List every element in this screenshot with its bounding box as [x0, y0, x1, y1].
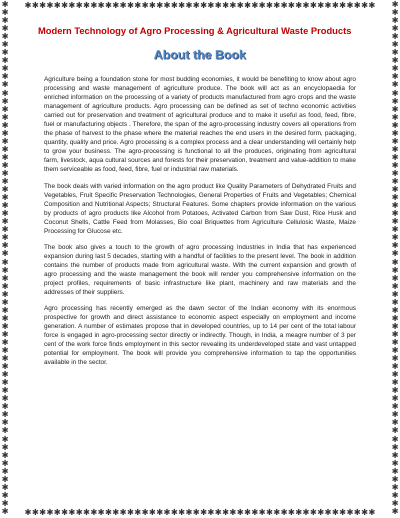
star-border-left: ✱✱✱✱✱✱✱✱✱✱✱✱✱✱✱✱✱✱✱✱✱✱✱✱✱✱✱✱✱✱✱✱✱✱✱✱✱✱✱✱✱✱✱✱✱✱✱✱✱✱✱✱✱✱✱✱✱✱✱✱✱✱✱✱	[1, 0, 9, 516]
star-border-bottom: ✱✱✱✱✱✱✱✱✱✱✱✱✱✱✱✱✱✱✱✱✱✱✱✱✱✱✱✱✱✱✱✱✱✱✱✱✱✱✱✱✱✱✱✱✱✱✱✱	[24, 507, 376, 517]
paragraph-growth: The book also gives a touch to the growth of agro processing Industries in India that has experienced expansion during last 5 decades, starting with a handful of facilities to the present level. The book in addition contains the number of products made from agricultural waste. With the current expansion and growth of agro processing and the waste management the book will render you comprehensive information on the project profiles, requirements of basic infrastructure like plant, machinery and raw materials and the addresses of their suppliers.	[44, 243, 356, 297]
paragraph-contents: The book deals with varied information on the agro product like Quality Parameters of Dehydrated Fruits and Vegetables, Fruit Specific Preservation Technologies, General Properties of Fruits and Vegetables; Chemical Composition and Nutritional Aspects; Structural Features. Some chapters provide information on the various by products of agro products like Alcohol from Potatoes, Activated Carbon from Saw Dust, Rice Husk and Coconut Shells, Cattle Feed from Molasses, Bio coal Briquettes from Agriculture Cellulosic Waste, Maize Processing for Glucose etc.	[44, 182, 356, 235]
page-content	[38, 24, 356, 374]
paragraph-employment: Agro processing has recently emerged as the dawn sector of the Indian economy with its enormous prospective for growth and direct assistance to economic aspect especially on employment and income generation. A number of estimates propose that in developed countries, up to 14 per cent of the total labour force is engaged in agro-processing sector directly or indirectly. Though, in India, a meagre number of 3 per cent of the work force finds employment in this sector revealing its underdeveloped state and vast untapped potential for employment. The book will provide you comprehensive information to tap the opportunities available in the sector.	[44, 305, 356, 367]
section-heading: About the Book	[153, 48, 247, 62]
document-title: Modern Technology of Agro Processing & Agricultural Waste Products	[38, 26, 352, 36]
star-border-right: ✱✱✱✱✱✱✱✱✱✱✱✱✱✱✱✱✱✱✱✱✱✱✱✱✱✱✱✱✱✱✱✱✱✱✱✱✱✱✱✱✱✱✱✱✱✱✱✱✱✱✱✱✱✱✱✱✱✱✱✱✱✱✱✱	[391, 0, 399, 516]
paragraph-intro: Agriculture being a foundation stone for most budding economies, it would be benefiting to know about agro processing and waste management of agriculture produce. The book will act as an encyclopaedia for enriched information on the processing of a variety of products manufactured from agro crops and the waste management of agriculture products. Agro processing can be defined as set of techno economic activities carried out for preservation and treatment of agricultural produce and to make it useful as food, feed, fibre, fuel or manufacturing objects . Therefore, the span of the agro-processing industry covers all operations from the phase of harvest to the phase where the material reaches the end users in the desired form, packaging, quantity, quality and price. Agro processing is a complex process and a clear understanding will certainly help to grow your business. The agro-processing is functional to all the produces, originating from agricultural farm, livestock, aqua cultural sources and forests for their preservation, treatment and value-addition to make them serviceable as food, feed, fibre, fuel or industrial raw materials.	[44, 76, 356, 174]
star-border-top: ✱✱✱✱✱✱✱✱✱✱✱✱✱✱✱✱✱✱✱✱✱✱✱✱✱✱✱✱✱✱✱✱✱✱✱✱✱✱✱✱✱✱✱✱✱✱✱✱	[24, 0, 376, 10]
